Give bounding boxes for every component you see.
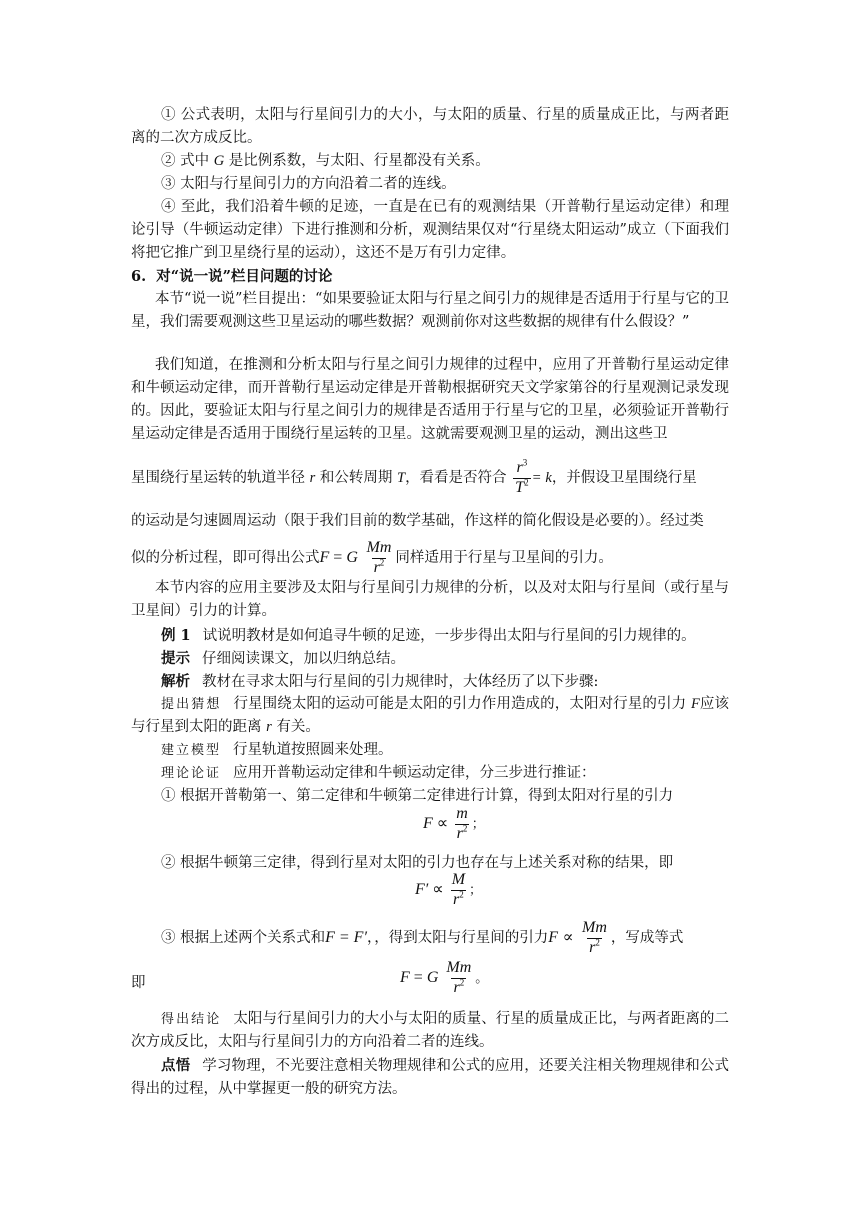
frac-num-Mm: Mm	[582, 918, 607, 936]
formula-Fp-prop-M-over-r2	[415, 872, 482, 909]
text-c: ，看看是否符合	[405, 470, 507, 486]
frac-num-m: m	[456, 805, 468, 822]
theory-text: 应用开普勒运动定律和牛顿运动定律，分三步进行推证：	[233, 765, 596, 781]
text-b: 同样适用于行星与卫星间的引力。	[395, 550, 613, 566]
theory	[161, 762, 759, 785]
analysis	[161, 670, 759, 694]
frac-num-M: M	[451, 871, 466, 888]
guess-text-c: 有关。	[271, 719, 320, 735]
section-heading	[131, 265, 729, 288]
discussion-paragraph-1: 本节“说一说”栏目提出：“如果要验证太阳与行星之间引力的规律是否适用于行星与它的卫星，我们需要观测这些卫星运动的哪些数据？观测前你对这些数据的规律有什么假设？”	[131, 291, 729, 330]
text-d: ，并假设卫星围绕行星	[551, 470, 697, 486]
step-2: ② 根据牛顿第三定律，得到行星对太阳的引力也存在与上述关系对称的结果，即	[161, 855, 674, 871]
var-F-prime: F′	[415, 880, 429, 898]
guess-var-F: F	[690, 696, 700, 712]
prop-sign: ∝	[436, 814, 449, 832]
point-2-text-b: 是比例系数，与太阳、行星都没有关系。	[224, 153, 490, 169]
example-text: 试说明教材是如何追寻牛顿的足迹，一步步得出太阳与行星间的引力规律的。	[202, 628, 696, 644]
prop-sign: ∝	[432, 880, 444, 898]
frac-den-r: r	[453, 978, 460, 996]
guess-text-b: 应该与行星到太阳的距离	[131, 696, 730, 735]
var-G: G	[426, 968, 439, 986]
guess-var-r: r	[266, 719, 272, 735]
fraction-Mm-r2	[444, 960, 473, 997]
prop-sign: ∝	[562, 929, 574, 946]
section-title: 对“说一说”栏目问题的讨论	[156, 268, 333, 285]
step-3-ji: 即	[131, 975, 146, 991]
text-b: 和公转周期	[315, 470, 397, 486]
example-1	[161, 624, 759, 648]
frac-num-Mm: Mm	[366, 538, 392, 556]
insight	[131, 1054, 729, 1101]
exp-2: 2	[462, 823, 468, 834]
discussion-line-uniform: 的运动是匀速圆周运动（限于我们目前的数学基础，作这样的简化假设是必要的）。经过类	[131, 513, 704, 529]
var-F: F	[548, 929, 558, 946]
gravitation-fraction	[364, 540, 393, 577]
step-3	[161, 916, 759, 960]
equals-sign: =	[413, 968, 423, 986]
constant-k: k	[545, 470, 552, 486]
frac-den-r: r	[373, 558, 380, 576]
var-T: T	[396, 470, 406, 486]
model-label: 建立模型	[161, 743, 222, 758]
example-label: 例 1	[161, 627, 191, 644]
exp-2: 2	[595, 937, 600, 948]
point-2	[161, 150, 759, 173]
exp-2: 2	[459, 977, 465, 988]
var-F: F	[319, 549, 330, 566]
guess-label: 提出猜想	[161, 697, 222, 712]
fraction-Mm-r2	[580, 920, 609, 957]
section-number: 6.	[131, 268, 147, 285]
hint	[161, 647, 759, 671]
var-F: F	[423, 814, 433, 832]
var-F: F	[400, 968, 410, 986]
exp-2: 2	[379, 557, 385, 568]
frac-num-Mm: Mm	[446, 959, 472, 976]
frac-num-r: r	[516, 458, 523, 476]
fraction-m-r2	[454, 806, 470, 843]
step-3-text-b: ，，得到太阳与行星间的引力	[366, 930, 549, 946]
discussion-paragraph-2: 我们知道，在推测和分析太阳与行星之间引力规律的过程中，应用了开普勒行星运动定律和牛顿运动定律，而开普勒行星运动定律是开普勒根据研究天文学家第谷的行星观测记录发现的。因此，要验证太阳与行星之间引力的规律是否适用于行星与它的卫星，必须验证开普勒行星运动定律是否适用于围绕行星运转的卫星。这就需要观测卫星的运动，测出这些卫	[131, 357, 729, 442]
equals-sign: =	[532, 470, 541, 486]
frac-den-r: r	[456, 824, 463, 842]
conclusion-text: 太阳与行星间引力的大小与太阳的质量、行星的质量成正比，与两者距离的二次方成反比，太阳与行星间引力的方向沿着二者的连线。	[131, 1011, 729, 1050]
guess	[131, 693, 729, 739]
insight-text: 学习物理，不光要注意相关物理规律和公式的应用，还要关注相关物理规律和公式得出的过程，从中掌握更一般的研究方法。	[131, 1058, 730, 1097]
semicolon: ；	[469, 881, 483, 897]
frac-den-r: r	[453, 890, 460, 908]
formula-F-prop-m-over-r2	[423, 806, 485, 843]
analysis-text: 教材在寻求太阳与行星间的引力规律时，大体经历了以下步骤:	[202, 674, 599, 690]
model-text: 行星轨道按照圆来处理。	[233, 742, 393, 758]
exp-3: 3	[522, 457, 528, 468]
step-3-text-c: ，写成等式	[610, 930, 684, 946]
conclusion-label: 得出结论	[161, 1012, 222, 1027]
kepler-third-law-fraction	[513, 457, 530, 497]
period: 。	[475, 969, 489, 985]
step-3-equation: F = F′	[325, 929, 367, 946]
guess-text-a: 行星围绕太阳的运动可能是太阳的引力作用造成的，太阳对行星的引力	[233, 696, 691, 712]
exp-2: 2	[524, 477, 529, 488]
text-a: 似的分析过程，即可得出公式	[131, 550, 320, 566]
frac-den-r: r	[589, 938, 596, 956]
frac-den-T: T	[515, 478, 525, 496]
model	[161, 739, 759, 762]
semicolon: ；	[471, 815, 485, 831]
point-1: ① 公式表明，太阳与行星间引力的大小，与太阳的质量、行星的质量成正比，与两者距离的二次方成反比。	[131, 107, 729, 146]
fraction-M-r2	[450, 872, 467, 909]
exp-2: 2	[459, 889, 464, 900]
point-2-var: G	[213, 153, 225, 169]
discussion-line-formula: 似的分析过程，即可得出公式F = G $\frac{Mm}{r^2}$ 同样适用于行星与卫星间的引力。	[131, 538, 613, 576]
formula-newton-gravitation	[400, 960, 488, 997]
discussion-paragraph-apply: 本节内容的应用主要涉及太阳与行星间引力规律的分析，以及对太阳与行星间（或行星与卫星间）引力的计算。	[131, 580, 729, 619]
theory-label: 理论论证	[161, 766, 222, 781]
step-3-text-a: ③ 根据上述两个关系式和	[161, 930, 326, 946]
step-1: ① 根据开普勒第一、第二定律和牛顿第二定律进行计算，得到太阳对行星的引力	[161, 788, 674, 804]
analysis-label: 解析	[161, 673, 190, 690]
insight-label: 点悟	[161, 1057, 191, 1074]
point-2-text-a: ② 式中	[161, 153, 214, 169]
conclusion	[131, 1008, 729, 1054]
var-G: G	[346, 549, 358, 566]
hint-text: 仔细阅读课文，加以归纳总结。	[202, 651, 405, 667]
discussion-line-kepler	[131, 456, 729, 500]
text-a: 星围绕行星运转的轨道半径	[131, 470, 310, 486]
point-4: ④ 至此，我们沿着牛顿的足迹，一直是在已有的观测结果（开普勒行星运动定律）和理论引导（牛顿运动定律）下进行推测和分析，观测结果仅对“行星绕太阳运动”成立（下面我们将把它推广到卫星绕行星的运动），这还不是万有引力定律。	[131, 199, 729, 261]
hint-label: 提示	[161, 650, 190, 667]
var-r: r	[309, 470, 316, 486]
point-3: ③ 太阳与行星间引力的方向沿着二者的连线。	[161, 176, 456, 192]
